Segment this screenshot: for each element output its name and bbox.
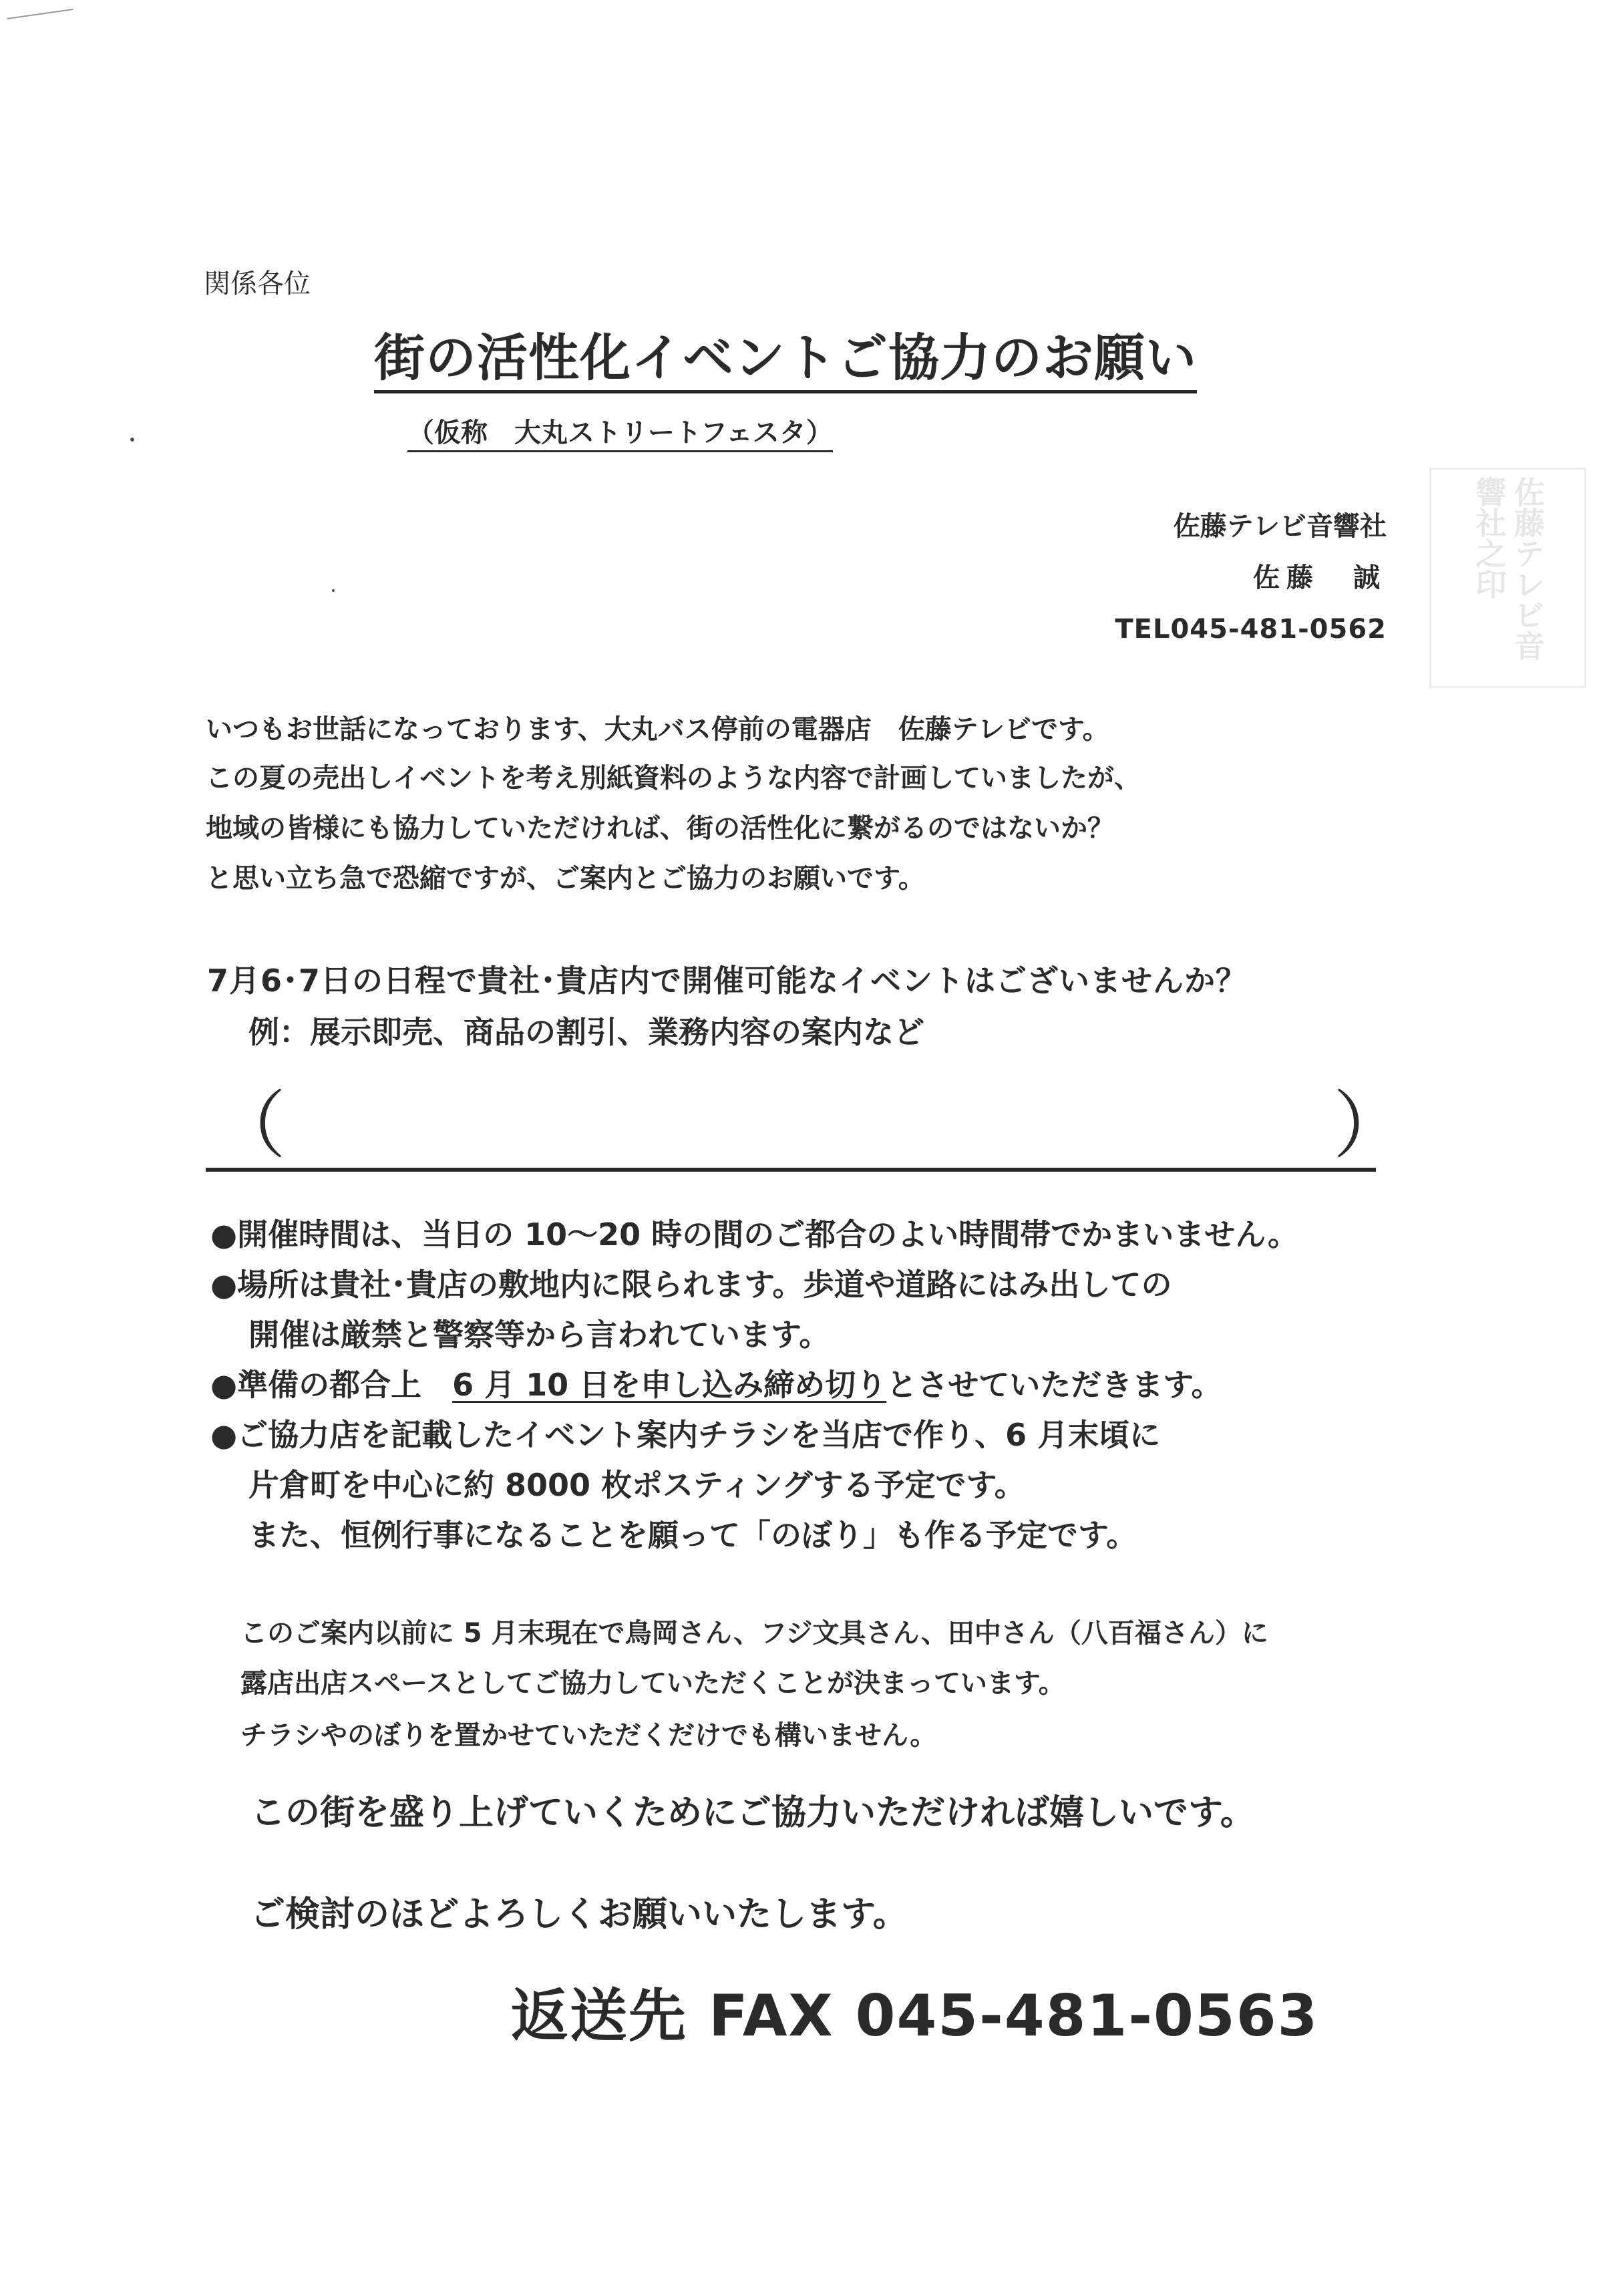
- sender-company: 佐藤テレビ音響社: [1173, 511, 1387, 542]
- detail-bullet-flyer-cont: 片倉町を中心に約 8000 枚ポスティングする予定です。: [248, 1467, 1025, 1503]
- scan-dot: [130, 438, 134, 442]
- detail-bullet-flyer: ●ご協力店を記載したイベント案内チラシを当店で作り、6 月末頃に: [210, 1417, 1161, 1453]
- detail-bullet-deadline: [210, 1367, 1222, 1403]
- detail-bullet-place: ●場所は貴社･貴店の敷地内に限られます。歩道や道路にはみ出しての: [210, 1267, 1172, 1303]
- seal-text: 佐藤テレビ音響社之印: [1471, 476, 1546, 661]
- deadline-date: 6 月 10 日を申し込み締め切り: [452, 1367, 887, 1403]
- note-line: 露店出店スペースとしてご協力していただくことが決まっています。: [240, 1668, 1065, 1699]
- scan-mark: [7, 9, 73, 19]
- document-title: 街の活性化イベントご協力のお願い: [374, 333, 1197, 393]
- closing-line: この街を盛り上げていくためにご協力いただければ嬉しいです。: [250, 1793, 1255, 1833]
- detail-bullet-place-cont: 開催は厳禁と警察等から言われています。: [248, 1317, 830, 1353]
- sender-tel: TEL045-481-0562: [1115, 614, 1387, 645]
- note-line: チラシやのぼりを置かせていただくだけでも構いません。: [240, 1720, 937, 1751]
- intro-line: と思い立ち急で恐縮ですが、ご案内とご協力のお願いです。: [206, 863, 925, 894]
- company-seal-stamp: [1429, 468, 1586, 688]
- intro-line: この夏の売出しイベントを考え別紙資料のような内容で計画していましたが、: [206, 763, 1141, 794]
- note-line: このご案内以前に 5 月末現在で鳥岡さん、フジ文具さん、田中さん（八百福さん）に: [240, 1618, 1268, 1649]
- answer-close-paren: ）: [1333, 1083, 1407, 1168]
- deadline-prefix: ●準備の都合上: [210, 1367, 453, 1403]
- event-examples: 例：展示即売、商品の割引、業務内容の案内など: [248, 1014, 924, 1050]
- answer-open-paren: （: [212, 1083, 286, 1168]
- intro-line: いつもお世話になっております、大丸バス停前の電器店 佐藤テレビです。: [206, 714, 1109, 745]
- intro-line: 地域の皆様にも協力していただければ、街の活性化に繋がるのではないか？: [206, 813, 1114, 844]
- addressee: 関係各位: [204, 269, 311, 299]
- return-fax-number: 返送先 FAX 045-481-0563: [511, 1983, 1319, 2049]
- event-question: 7月6･7日の日程で貴社･貴店内で開催可能なイベントはございませんか？: [207, 963, 1248, 999]
- detail-bullet-flyer-cont: また、恒例行事になることを願って「のぼり」も作る予定です。: [248, 1517, 1137, 1553]
- closing-line: ご検討のほどよろしくお願いいたします。: [250, 1895, 908, 1935]
- detail-bullet-time: ●開催時間は、当日の 10～20 時の間のご都合のよい時間帯でかまいません。: [210, 1216, 1298, 1253]
- deadline-suffix: とさせていただきます。: [886, 1367, 1222, 1403]
- answer-field-line[interactable]: [206, 1168, 1376, 1172]
- scan-dot: [332, 589, 335, 592]
- document-subtitle: （仮称 大丸ストリートフェスタ）: [407, 420, 833, 452]
- sender-name: 佐藤 誠: [1253, 562, 1387, 593]
